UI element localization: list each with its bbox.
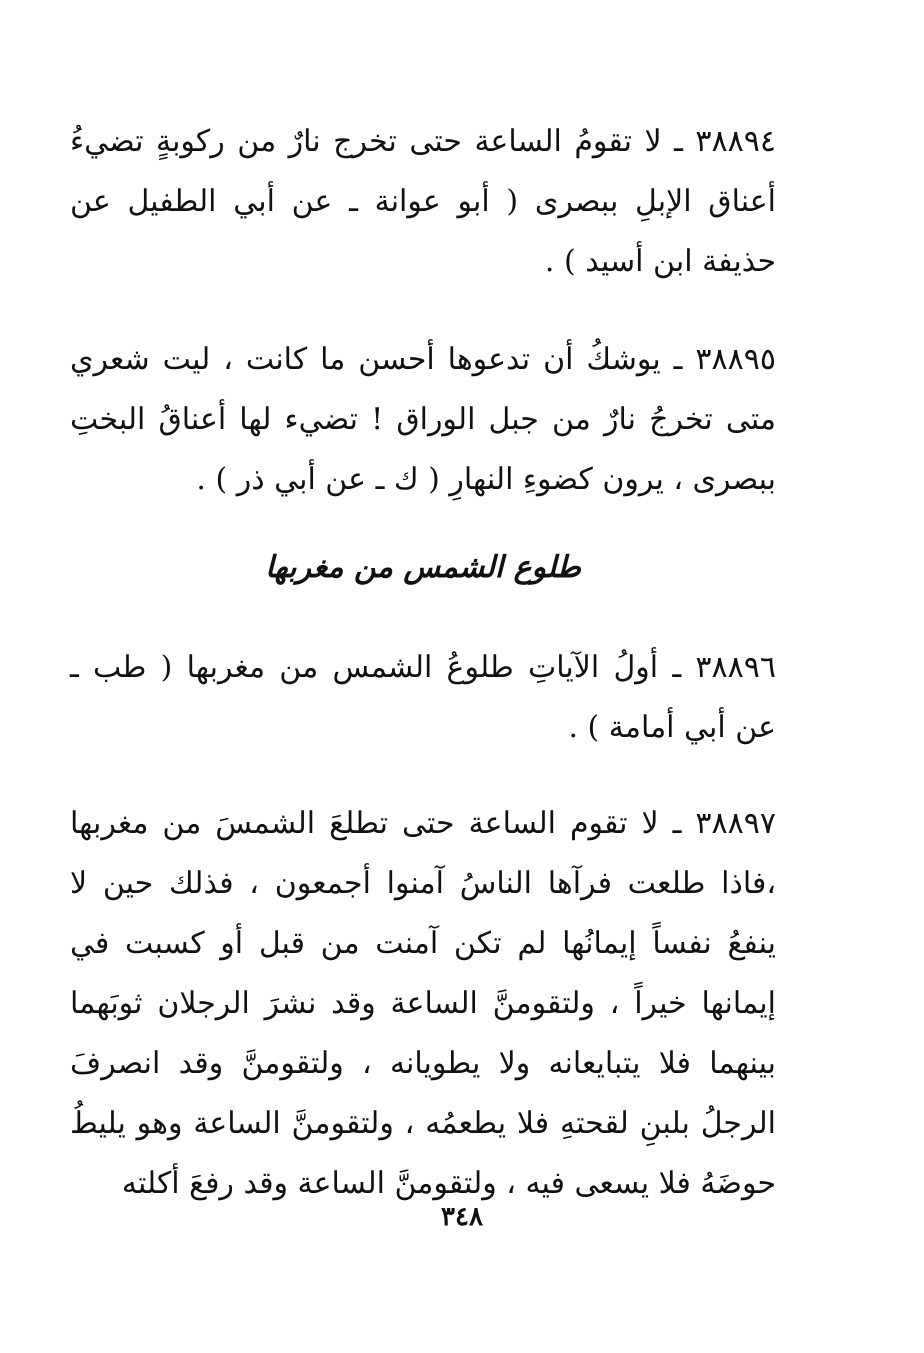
section-heading: طلوع الشمس من مغربها (265, 550, 581, 585)
hadith-paragraph-38896 (70, 638, 776, 758)
paragraph-text: ٣٨٨٩٦ ـ أولُ الآياتِ طلوعُ الشمس من مغربها ( طب ـ عن أبي أمامة ) . (70, 650, 776, 745)
paragraph-text: ٣٨٨٩٧ ـ لا تقوم الساعة حتى تطلعَ الشمسَ من مغربها ،فاذا طلعت فرآها الناسُ آمنوا أجمعون ، فذلك حين لا ينفعُ نفساً إيمانُها لم تكن آمنت من قبل أو كسبت في إيمانها خيراً ، ولتقومنَّ الساعة وقد نشرَ الرجلان ثوبَهما بينهما فلا يتبايعانه ولا يطويانه ، ولتقومنَّ وقد انصرفَ الرجلُ بلبنِ لقحتهِ فلا يطعمُه ، ولتقومنَّ الساعة وهو يليطُ حوضَهُ فلا يسعى فيه ، ولتقومنَّ الساعة وقد رفعَ أكلته (70, 806, 776, 1201)
paragraph-text: ٣٨٨٩٥ ـ يوشكُ أن تدعوها أحسن ما كانت ، ليت شعري متى تخرجُ نارٌ من جبل الوراق ! تضيء لها أعناقُ البختِ ببصرى ، يرون كضوءِ النهارِ ( ك ـ عن أبي ذر ) . (70, 342, 776, 497)
page-number: ٣٤٨ (441, 1202, 483, 1232)
hadith-paragraph-38894 (70, 112, 776, 292)
hadith-paragraph-38897 (70, 794, 776, 1214)
paragraph-text: ٣٨٨٩٤ ـ لا تقومُ الساعة حتى تخرج نارٌ من ركوبةٍ تضيءُ أعناق الإبلِ ببصرى ( أبو عوانة ـ عن أبي الطفيل عن حذيفة ابن أسيد ) . (70, 124, 776, 279)
hadith-paragraph-38895 (70, 330, 776, 510)
